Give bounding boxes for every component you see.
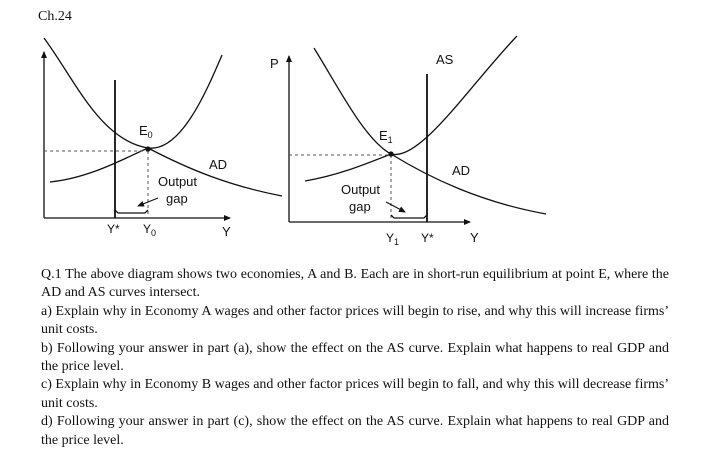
diagram-b-gap-label-line1: Output bbox=[341, 182, 381, 197]
diagram-b-gap-bracket bbox=[391, 215, 427, 218]
diagram-a-gap-bracket bbox=[115, 210, 148, 213]
diagram-b bbox=[270, 36, 546, 247]
diagram-a-x-axis-label: Y bbox=[222, 224, 231, 239]
diagram-a-tick-ystar: Y* bbox=[107, 222, 120, 236]
question-intro: Q.1 The above diagram shows two economies, A and B. Each are in short-run equilibrium at point E, where the AD and AS curves intersect. bbox=[41, 267, 669, 301]
diagram-b-tick-ystar: Y* bbox=[421, 231, 434, 245]
question-part-a: a) Explain why in Economy A wages and other factor prices will begin to rise, and why this will increase firms’ unit costs. bbox=[41, 303, 669, 338]
diagram-a-ad-label: AD bbox=[209, 157, 228, 172]
diagram-b-gap-label-line2: gap bbox=[349, 199, 371, 214]
diagram-b-equilibrium-label: $E_1$ bbox=[379, 128, 393, 145]
diagram-b-gap-arrow bbox=[386, 202, 405, 212]
diagram-b-tick-y1: $Y_1$ bbox=[386, 231, 400, 247]
diagram-a-gap-label-line1: Output bbox=[158, 174, 198, 189]
question-block bbox=[41, 266, 669, 450]
chapter-label: Ch.24 bbox=[38, 9, 72, 24]
diagram-a-as-curve bbox=[44, 38, 222, 148]
diagram-a-gap-label-line2: gap bbox=[166, 191, 188, 206]
diagram-b-y-axis-label: P bbox=[270, 56, 279, 71]
diagram-a bbox=[44, 38, 282, 239]
diagram-b-as-label: AS bbox=[436, 52, 454, 67]
diagram-a-equilibrium-label: $E_0$ bbox=[139, 123, 153, 140]
diagram-a-tick-y0: $Y_0$ bbox=[143, 222, 157, 238]
diagram-b-ad-label: AD bbox=[452, 163, 471, 178]
diagram-b-equilibrium-point bbox=[388, 151, 393, 156]
question-part-d: d) Following your answer in part (c), show the effect on the AS curve. Explain what happens to real GDP and the price level. bbox=[41, 414, 669, 448]
diagram-a-equilibrium-point bbox=[145, 146, 150, 151]
question-part-c: c) Explain why in Economy B wages and other factor prices will begin to fall, and why this will decrease firms’ unit costs. bbox=[41, 377, 669, 411]
question-part-b: b) Following your answer in part (a), show the effect on the AS curve. Explain what happens to real GDP and the price level. bbox=[41, 340, 669, 375]
diagram-b-as-curve bbox=[314, 36, 517, 155]
diagram-b-x-axis-label: Y bbox=[470, 230, 479, 245]
